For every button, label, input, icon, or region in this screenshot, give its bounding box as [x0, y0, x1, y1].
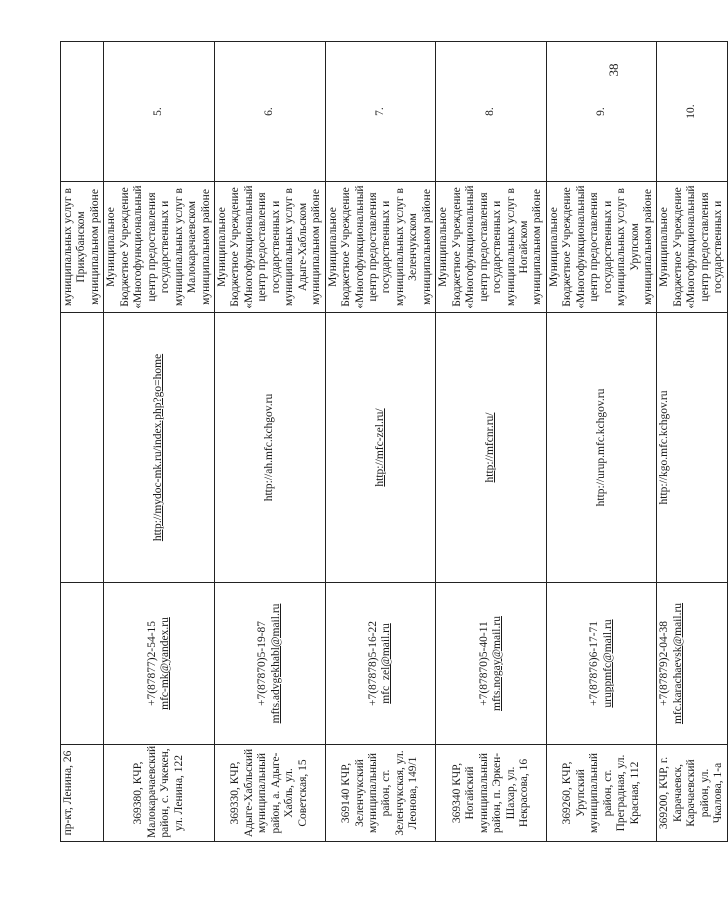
- table-row: [214, 42, 325, 842]
- row-contacts: [104, 583, 215, 745]
- row-phone: +7(87878)5-16-22: [366, 620, 379, 707]
- row-address: 369340 КЧР, Ногайский муниципальный район, п. Эркен-Шахар, ул. Некрасова, 16: [436, 745, 547, 842]
- table-row: [104, 42, 215, 842]
- row-name: Муниципальное Бюджетное Учреждение «Многофункциональный центр предоставления государственных и муниципальных услуг в Малокарачаевском муниципальном районе: [104, 182, 215, 313]
- row-email[interactable]: mfc.karachaevsk@mail.ru: [671, 602, 684, 725]
- row-address: 369200, КЧР, г. Карачаевск, Карачаевский район, ул. Чкалова, 1-а: [657, 745, 727, 842]
- row-phone: +7(87870)5-19-87: [256, 620, 269, 707]
- row-contacts: [325, 583, 436, 745]
- row-phone: +7(87876)6-17-71: [588, 620, 601, 707]
- row-contacts: [546, 583, 657, 745]
- row-website[interactable]: http://mfcnr.ru/: [436, 313, 547, 583]
- page-number: 38: [606, 63, 621, 77]
- row-number: [61, 42, 104, 182]
- row-email[interactable]: mfc_zel@mail.ru: [380, 623, 393, 704]
- row-name: Муниципальное Бюджетное Учреждение «Многофункциональный центр предоставления государственных и муниципальных услуг в Адыге-Хабльском муниципальном районе: [214, 182, 325, 313]
- table-row: [436, 42, 547, 842]
- row-number: 6.: [214, 42, 325, 182]
- row-phone: +7(87877)2-54-15: [145, 620, 158, 707]
- row-phone: +7(87879)2-04-38: [658, 620, 671, 707]
- row-address: 369380, КЧР, Малокарачаевский район, с. Учкекен, ул. Ленина, 122: [104, 745, 215, 842]
- row-number: 9.: [546, 42, 657, 182]
- row-name: Муниципальное Бюджетное Учреждение «Многофункциональный центр предоставления государственных и муниципальных услуг в Зеленчукском муниципальном районе: [325, 182, 436, 313]
- row-name: Муниципальное Бюджетное Учреждение «Многофункциональный центр предоставления государственных и муниципальных услуг в Ногайском муниципальном районе: [436, 182, 547, 313]
- row-email[interactable]: mfc-mk@yandex.ru: [159, 617, 172, 710]
- row-website[interactable]: http://urup.mfc.kchgov.ru: [546, 313, 657, 583]
- row-website[interactable]: http://mfc-zel.ru/: [325, 313, 436, 583]
- row-contacts: [214, 583, 325, 745]
- table-row: [546, 42, 657, 842]
- row-address: пр-кт, Ленина, 26: [61, 745, 104, 842]
- table-row: [657, 42, 727, 842]
- row-email[interactable]: uruppmfc@mail.ru: [601, 619, 614, 708]
- table-row: [61, 42, 104, 842]
- rotated-table-wrapper: [60, 42, 725, 842]
- row-name: Муниципальное Бюджетное Учреждение «Многофункциональный центр предоставления государственных и муниципальных услуг в Урупском муниципальном районе: [546, 182, 657, 313]
- table-row: [325, 42, 436, 842]
- row-number: 7.: [325, 42, 436, 182]
- row-phone: +7(87870)5-40-11: [477, 621, 490, 706]
- row-contacts: [657, 583, 727, 745]
- row-website[interactable]: http://ah.mfc.kchgov.ru: [214, 313, 325, 583]
- row-website[interactable]: http://kgo.mfc.kchgov.ru: [657, 313, 727, 583]
- row-website: [61, 313, 104, 583]
- row-email[interactable]: mfts.advgekhabl@mail.ru: [269, 603, 282, 724]
- row-address: 369140 КЧР, Зеленчукский муниципальный район, ст. Зеленчукская, ул. Леонова, 149/1: [325, 745, 436, 842]
- row-contacts: [61, 583, 104, 745]
- row-address: 369260, КЧР, Урупский муниципальный район, ст. Преградная, ул. Красная, 112: [546, 745, 657, 842]
- row-website[interactable]: http://mydoc-mk.ru/index.php?go=home: [104, 313, 215, 583]
- mfc-table: [60, 41, 728, 842]
- row-number: 8.: [436, 42, 547, 182]
- row-address: 369330, КЧР, Адыге-Хабльский муниципальный район, а. Адыге-Хабль, ул. Советская, 15: [214, 745, 325, 842]
- row-name: Муниципальное Бюджетное Учреждение «Многофункциональный центр предоставления государственных и: [657, 182, 727, 313]
- row-number: 10.: [657, 42, 727, 182]
- row-name: муниципальных услуг в Прикубанском муниципальном районе: [61, 182, 104, 313]
- row-contacts: [436, 583, 547, 745]
- row-email[interactable]: mfts.nogay@mail.ru: [491, 616, 504, 711]
- row-number: 5.: [104, 42, 215, 182]
